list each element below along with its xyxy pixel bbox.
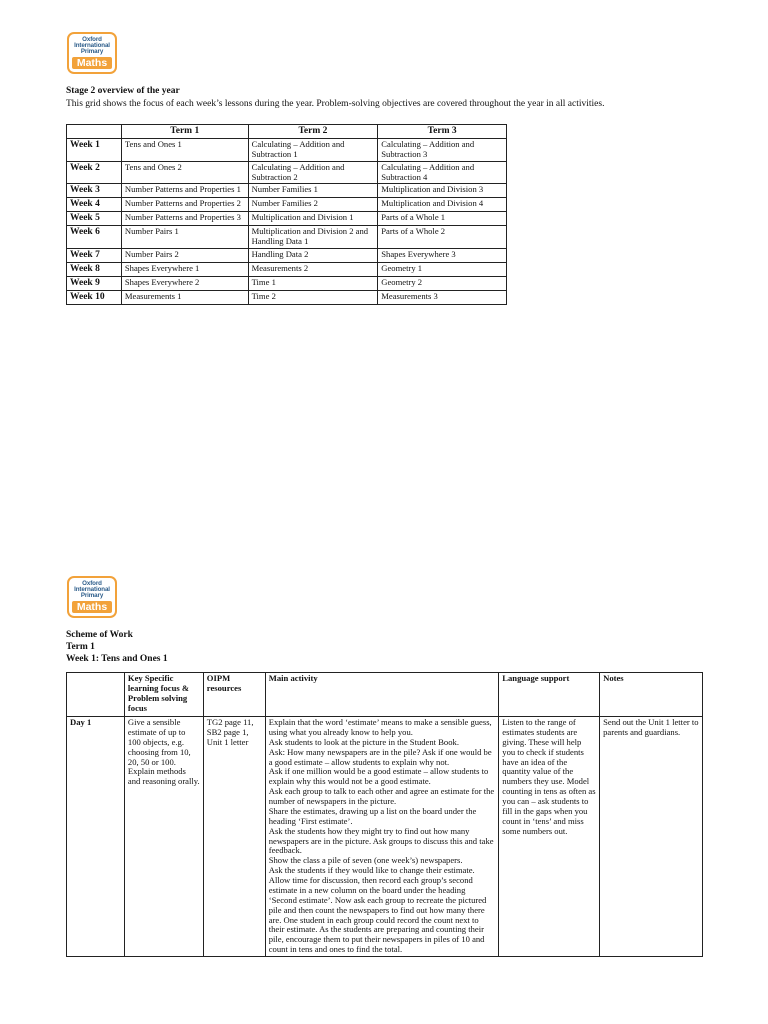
logo-line-3: Primary bbox=[80, 592, 104, 600]
term3-cell: Parts of a Whole 2 bbox=[378, 226, 507, 249]
term3-cell: Multiplication and Division 4 bbox=[378, 198, 507, 212]
scheme-header-focus: Key Specific learning focus & Problem solving focus bbox=[124, 673, 203, 717]
overview-row bbox=[67, 248, 507, 262]
week-label: Week 7 bbox=[67, 248, 122, 262]
overview-row bbox=[67, 184, 507, 198]
overview-header-term2: Term 2 bbox=[248, 125, 378, 139]
main-activity-line: Ask if one million would be a good estimate – allow students to explain why this would not be a good estimate. bbox=[268, 766, 489, 787]
main-activity-cell bbox=[265, 717, 499, 957]
overview-row bbox=[67, 161, 507, 184]
term2-cell: Number Families 1 bbox=[248, 184, 378, 198]
term3-cell: Calculating – Addition and Subtraction 3 bbox=[378, 138, 507, 161]
logo-line-4: Maths bbox=[72, 57, 112, 70]
main-activity-line: Ask the students how they might try to find out how many newspapers are in the picture. Ask groups to discuss this and take feedback. bbox=[268, 825, 494, 856]
term2-cell: Time 1 bbox=[248, 276, 378, 290]
scheme-week: Week 1: Tens and Ones 1 bbox=[66, 654, 168, 664]
overview-header-term1: Term 1 bbox=[121, 125, 248, 139]
week-label: Week 5 bbox=[67, 212, 122, 226]
term3-cell: Calculating – Addition and Subtraction 4 bbox=[378, 161, 507, 184]
overview-header-blank bbox=[67, 125, 122, 139]
overview-intro: This grid shows the focus of each week’s lessons during the year. Problem-solving objectives are covered throughout the year in all activities. bbox=[66, 99, 605, 109]
main-activity-line: Ask: How many newspapers are in the pile? Ask if one would be a good estimate – allow students to explain why not. bbox=[268, 746, 492, 767]
scheme-header-main: Main activity bbox=[265, 673, 499, 717]
overview-row bbox=[67, 276, 507, 290]
week-label: Week 6 bbox=[67, 226, 122, 249]
scheme-header-blank bbox=[67, 673, 125, 717]
week-label: Week 2 bbox=[67, 161, 122, 184]
week-label: Week 9 bbox=[67, 276, 122, 290]
term1-cell: Shapes Everywhere 1 bbox=[121, 262, 248, 276]
scheme-header-resources: OIPM resources bbox=[203, 673, 265, 717]
scheme-table bbox=[66, 672, 703, 957]
language-support-cell: Listen to the range of estimates students are giving. These will help you to check if students have an idea of the quantity value of the numbers they use. Model counting in tens as often as you can – ask students to fill in the gaps when you count in ‘tens’ and miss some numbers out. bbox=[499, 717, 600, 957]
term2-cell: Multiplication and Division 1 bbox=[248, 212, 378, 226]
term1-cell: Shapes Everywhere 2 bbox=[121, 276, 248, 290]
overview-title: Stage 2 overview of the year bbox=[66, 86, 180, 96]
term3-cell: Parts of a Whole 1 bbox=[378, 212, 507, 226]
term2-cell: Measurements 2 bbox=[248, 262, 378, 276]
term2-cell: Calculating – Addition and Subtraction 2 bbox=[248, 161, 378, 184]
overview-row bbox=[67, 290, 507, 304]
term3-cell: Geometry 2 bbox=[378, 276, 507, 290]
week-label: Week 3 bbox=[67, 184, 122, 198]
overview-table bbox=[66, 124, 507, 305]
learning-focus-cell: Give a sensible estimate of up to 100 objects, e.g. choosing from 10, 20, 50 or 100. Explain methods and reasoning orally. bbox=[124, 717, 203, 957]
resources-cell: TG2 page 11, SB2 page 1, Unit 1 letter bbox=[203, 717, 265, 957]
overview-row bbox=[67, 212, 507, 226]
overview-header-row bbox=[67, 125, 507, 139]
week-label: Week 10 bbox=[67, 290, 122, 304]
notes-cell: Send out the Unit 1 letter to parents and guardians. bbox=[600, 717, 703, 957]
term2-cell: Number Families 2 bbox=[248, 198, 378, 212]
day-label: Day 1 bbox=[67, 717, 125, 957]
term1-cell: Number Patterns and Properties 3 bbox=[121, 212, 248, 226]
logo-line-2: International bbox=[74, 42, 110, 50]
main-activity-line: Ask each group to talk to each other and agree an estimate for the number of newspapers in the picture. bbox=[268, 786, 495, 806]
logo-line-3: Primary bbox=[80, 48, 104, 56]
overview-row bbox=[67, 226, 507, 249]
scheme-header-language: Language support bbox=[499, 673, 600, 717]
week-label: Week 1 bbox=[67, 138, 122, 161]
scheme-header-notes: Notes bbox=[600, 673, 703, 717]
main-activity-line: Show the class a pile of seven (one week’s) newspapers. bbox=[268, 855, 463, 866]
logo-line-4: Maths bbox=[72, 601, 112, 614]
term1-cell: Number Pairs 1 bbox=[121, 226, 248, 249]
term2-cell: Handling Data 2 bbox=[248, 248, 378, 262]
term2-cell: Calculating – Addition and Subtraction 1 bbox=[248, 138, 378, 161]
term1-cell: Number Patterns and Properties 1 bbox=[121, 184, 248, 198]
term1-cell: Number Patterns and Properties 2 bbox=[121, 198, 248, 212]
scheme-term: Term 1 bbox=[66, 642, 95, 652]
term3-cell: Shapes Everywhere 3 bbox=[378, 248, 507, 262]
main-activity-line: Ask students to look at the picture in the Student Book. bbox=[268, 736, 459, 747]
oxford-maths-logo-2 bbox=[67, 576, 117, 618]
overview-row bbox=[67, 262, 507, 276]
main-activity-line: Share the estimates, drawing up a list on the board under the heading ‘First estimate’. bbox=[268, 805, 477, 826]
week-label: Week 4 bbox=[67, 198, 122, 212]
logo-line-1: Oxford bbox=[82, 36, 102, 43]
term3-cell: Geometry 1 bbox=[378, 262, 507, 276]
oxford-maths-logo bbox=[67, 32, 117, 74]
term3-cell: Multiplication and Division 3 bbox=[378, 184, 507, 198]
overview-row bbox=[67, 138, 507, 161]
overview-row bbox=[67, 198, 507, 212]
scheme-header-row bbox=[67, 673, 703, 717]
overview-header-term3: Term 3 bbox=[378, 125, 507, 139]
logo-line-1: Oxford bbox=[82, 580, 102, 587]
term2-cell: Time 2 bbox=[248, 290, 378, 304]
main-activity-line: Explain that the word ‘estimate’ means to make a sensible guess, using what you already know to help you. bbox=[268, 717, 492, 737]
term1-cell: Tens and Ones 1 bbox=[121, 138, 248, 161]
term1-cell: Tens and Ones 2 bbox=[121, 161, 248, 184]
week-label: Week 8 bbox=[67, 262, 122, 276]
scheme-title: Scheme of Work bbox=[66, 630, 133, 640]
scheme-day-row bbox=[67, 717, 703, 957]
term3-cell: Measurements 3 bbox=[378, 290, 507, 304]
main-activity-line: Ask the students if they would like to change their estimate. Allow time for discussion, then record each group’s second estimate in a new column on the board under the heading ‘Second estimate’. Now ask each group to recreate the pictured pile and then count the newspapers to find out how many there are. One student in each group could record the count next to their estimate. As the students are preparing and counting their pile, encourage them to put their newspapers in piles of 10 and count in tens and ones to find the total. bbox=[268, 865, 487, 955]
logo-line-2: International bbox=[74, 586, 110, 594]
term1-cell: Number Pairs 2 bbox=[121, 248, 248, 262]
term1-cell: Measurements 1 bbox=[121, 290, 248, 304]
term2-cell: Multiplication and Division 2 and Handling Data 1 bbox=[248, 226, 378, 249]
